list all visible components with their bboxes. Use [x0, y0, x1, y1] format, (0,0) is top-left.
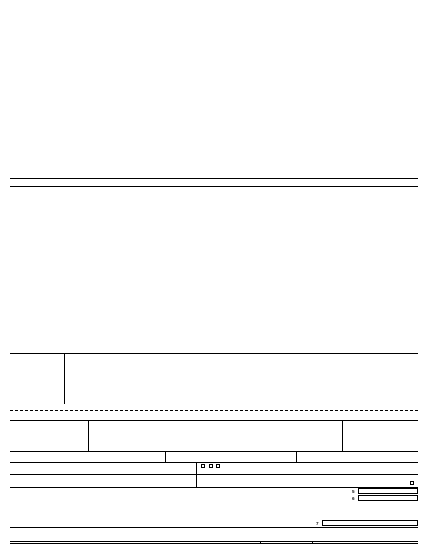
- line6-number: 6: [352, 496, 355, 501]
- row8-top: [10, 541, 418, 542]
- line6-input[interactable]: [358, 495, 418, 501]
- single-checkbox[interactable]: [201, 464, 205, 468]
- worksheet-header: [10, 178, 418, 187]
- row1-top: [10, 451, 418, 452]
- row2-div: [196, 462, 197, 474]
- date-input[interactable]: [342, 534, 416, 540]
- accuracy-block: [10, 353, 418, 405]
- row1-div2: [296, 451, 297, 462]
- signature-input[interactable]: [110, 534, 310, 540]
- ssn-input[interactable]: [298, 456, 416, 461]
- line5-number: 5: [352, 489, 355, 494]
- row3-top: [10, 474, 418, 475]
- line5-input[interactable]: [358, 488, 418, 494]
- exempt-input[interactable]: [322, 520, 418, 526]
- footer-rule: [10, 543, 418, 544]
- header-divider-left: [88, 421, 89, 451]
- city-input[interactable]: [12, 480, 192, 486]
- married-checkbox[interactable]: [209, 464, 213, 468]
- first-name-input[interactable]: [12, 456, 162, 461]
- line7-number: 7: [316, 521, 319, 526]
- row5-top: [10, 487, 418, 488]
- row3-div: [196, 474, 197, 487]
- accuracy-divider: [64, 354, 65, 404]
- married-higher-single-checkbox[interactable]: [216, 464, 220, 468]
- certificate-header: [10, 420, 418, 450]
- perjury-top: [10, 527, 418, 528]
- header-divider-right: [342, 421, 343, 451]
- row1-div1: [165, 451, 166, 462]
- name-differs-checkbox[interactable]: [410, 481, 414, 485]
- cut-line: [10, 410, 418, 411]
- last-name-input[interactable]: [167, 456, 293, 461]
- marital-status-group: [199, 463, 418, 468]
